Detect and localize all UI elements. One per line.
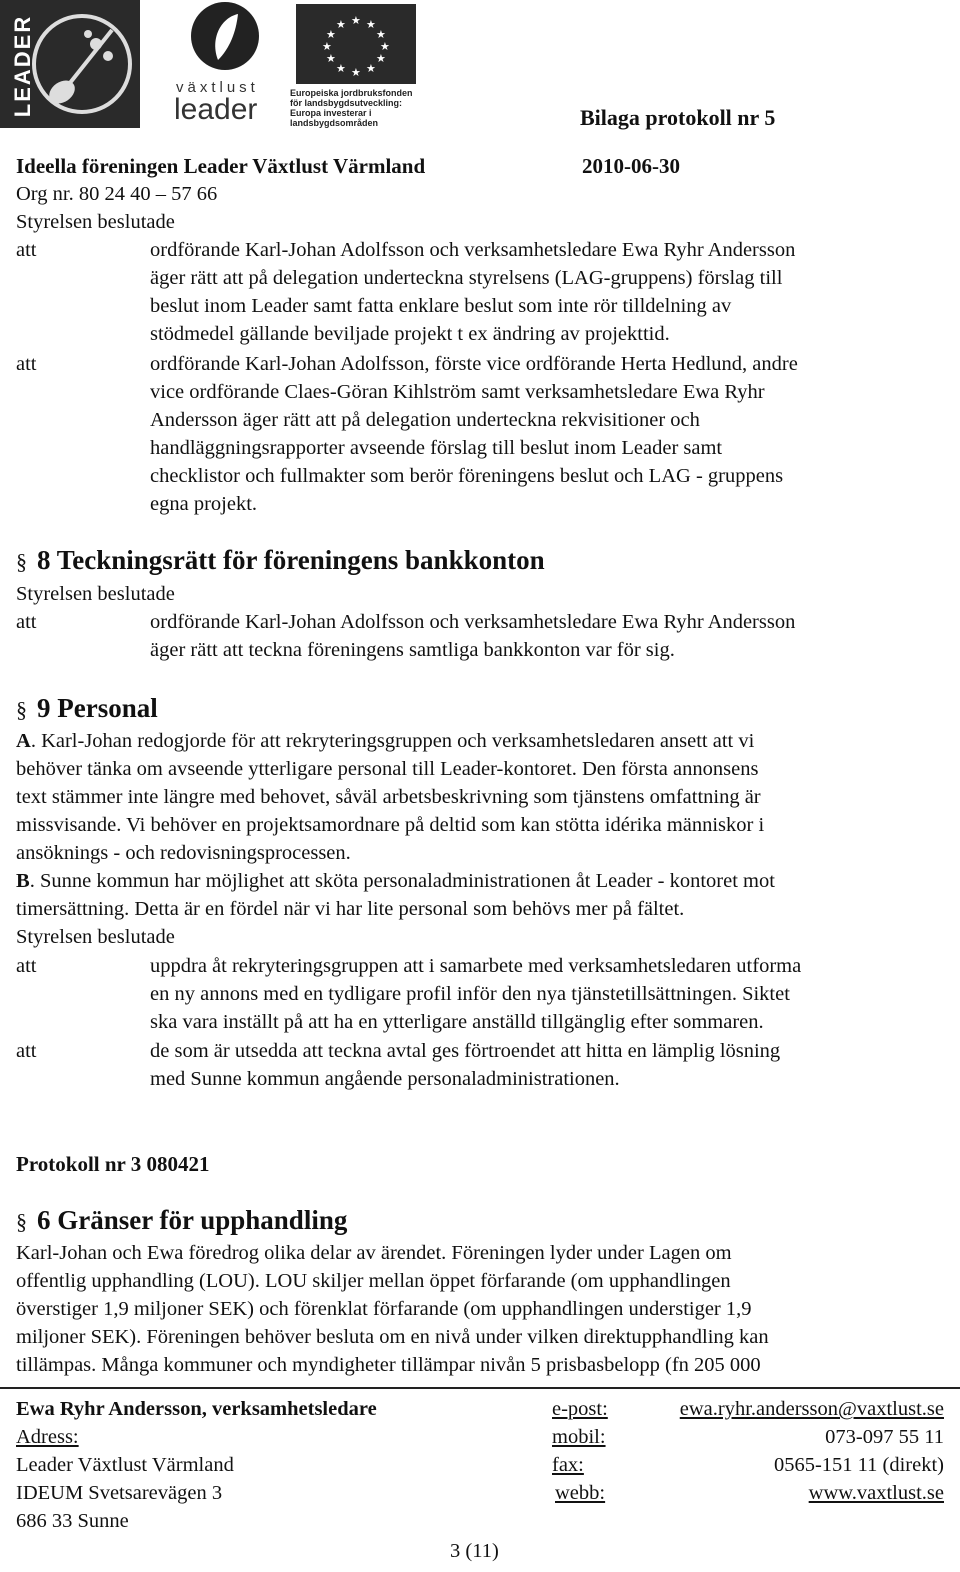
att-label: att xyxy=(16,353,37,375)
text-line: handläggningsrapporter avseende förslag till beslut inom Leader samt xyxy=(150,437,723,459)
footer-fax-label: fax: xyxy=(552,1454,584,1476)
text-line: Karl-Johan och Ewa föredrog olika delar av ärendet. Föreningen lyder under Lagen om xyxy=(16,1242,732,1264)
para-b-label: B xyxy=(16,870,30,892)
leader-vertical-text: LEADER xyxy=(10,14,36,118)
section-6-heading xyxy=(16,1206,347,1236)
text-line: med Sunne kommun angående personaladministrationen. xyxy=(150,1068,620,1090)
text-line: Andersson äger rätt att på delegation underteckna rekvisitioner och xyxy=(150,409,700,431)
text-line: text stämmer inte längre med behovet, såväl arbetsbeskrivning som tjänstens omfattning är xyxy=(16,786,761,808)
text-line: ordförande Karl-Johan Adolfsson och verksamhetsledare Ewa Ryhr Andersson xyxy=(150,239,796,261)
text-line: tillämpas. Många kommuner och myndigheter tillämpar nivån 5 prisbasbelopp (fn 205 000 xyxy=(16,1354,761,1376)
vaxtlust-text: växtlust xyxy=(176,79,259,96)
text-line: stödmedel gällande beviljade projekt t ex ändring av projekttid. xyxy=(150,323,670,345)
leader-text: leader xyxy=(174,93,258,126)
footer-webb-link[interactable]: www.vaxtlust.se xyxy=(808,1482,944,1504)
vaxtlust-leaf-icon xyxy=(170,0,280,80)
att-label: att xyxy=(16,955,37,977)
section-8-heading xyxy=(16,546,545,576)
eu-text: Europeiska jordbruksfonden för landsbygdsutveckling: Europa investerar i landsbygdsområden xyxy=(290,88,413,128)
att-label: att xyxy=(16,239,37,261)
svg-text:★: ★ xyxy=(376,29,386,41)
eu-stars-icon xyxy=(296,4,416,84)
protokoll-title: Protokoll nr 3 080421 xyxy=(16,1152,210,1176)
section-9-heading xyxy=(16,694,158,724)
footer-org: Leader Växtlust Värmland xyxy=(16,1454,234,1476)
text-line: äger rätt att teckna föreningens samtliga bankkonton var för sig. xyxy=(150,639,675,661)
svg-text:★: ★ xyxy=(376,53,386,65)
section-9-title: 9 Personal xyxy=(37,693,158,723)
vaxtlust-logo xyxy=(170,0,280,128)
sec8-intro: Styrelsen beslutade xyxy=(16,583,175,605)
text-line: . Sunne kommun har möjlighet att sköta personaladministrationen åt Leader - kontoret mot xyxy=(29,870,775,892)
svg-text:★: ★ xyxy=(326,29,336,41)
text-line: de som är utsedda att teckna avtal ges förtroendet att hitta en lämplig lösning xyxy=(150,1040,781,1062)
bilaga-title: Bilaga protokoll nr 5 xyxy=(580,105,776,130)
section-8-title: 8 Teckningsrätt för föreningens bankkonton xyxy=(37,545,545,575)
text-line: överstiger 1,9 miljoner SEK) och förenklat förfarande (om upphandlingen understiger 1,9 xyxy=(16,1298,752,1320)
para-a-label: A xyxy=(16,730,31,752)
att-label: att xyxy=(16,611,37,633)
text-line: ordförande Karl-Johan Adolfsson, förste vice ordförande Herta Hedlund, andre xyxy=(150,353,798,375)
text-line: äger rätt att på delegation underteckna styrelsens (LAG-gruppens) förslag till xyxy=(150,267,783,289)
sec6-body xyxy=(16,1239,946,1379)
sec9-intro: Styrelsen beslutade xyxy=(16,926,175,948)
text-line: missvisande. Vi behöver en projektsamordnare på deltid som kan stötta idérika människor i xyxy=(16,814,765,836)
svg-text:★: ★ xyxy=(322,41,332,53)
beslut1-intro: Styrelsen beslutade xyxy=(16,211,175,233)
footer-name: Ewa Ryhr Andersson, verksamhetsledare xyxy=(16,1398,377,1420)
footer-epost-link[interactable]: ewa.ryhr.andersson@vaxtlust.se xyxy=(679,1398,944,1420)
svg-text:★: ★ xyxy=(336,63,346,75)
eu-flag xyxy=(296,4,416,84)
footer-mobil-label: mobil: xyxy=(552,1426,606,1448)
text-line: uppdra åt rekryteringsgruppen att i samarbete med verksamhetsledaren utforma xyxy=(150,955,802,977)
footer-webb-label: webb: xyxy=(555,1482,606,1504)
page-footer xyxy=(0,1387,960,1572)
page-number: 3 (11) xyxy=(450,1540,499,1562)
text-line: offentlig upphandling (LOU). LOU skiljer mellan öppet förfarande (om upphandlingen xyxy=(16,1270,731,1292)
footer-city: 686 33 Sunne xyxy=(16,1510,129,1532)
text-line: miljoner SEK). Föreningen behöver besluta om en nivå under vilken direktupphandling kan xyxy=(16,1326,769,1348)
svg-text:★: ★ xyxy=(351,15,361,27)
footer-street: IDEUM Svetsarevägen 3 xyxy=(16,1482,223,1504)
sec9-para-a xyxy=(16,727,946,951)
text-line: egna projekt. xyxy=(150,493,258,515)
svg-text:★: ★ xyxy=(366,63,376,75)
footer-fax: 0565-151 11 (direkt) xyxy=(773,1454,944,1476)
svg-text:★: ★ xyxy=(336,19,346,31)
text-line: checklistor och fullmakter som berör föreningens beslut och LAG - gruppens xyxy=(150,465,784,487)
footer-epost-label: e-post: xyxy=(552,1398,608,1420)
section-symbol: § xyxy=(16,1209,27,1234)
svg-text:★: ★ xyxy=(366,19,376,31)
leader-emblem-icon xyxy=(0,0,140,128)
text-line: behöver tänka om avseende ytterligare personal till Leader-kontoret. Den första annonsens xyxy=(16,758,759,780)
leader-logo xyxy=(0,0,140,128)
text-line: . Karl-Johan redogjorde för att rekryteringsgruppen och verksamhetsledaren ansett att vi xyxy=(30,730,755,752)
header-date: 2010-06-30 xyxy=(582,154,680,178)
section-symbol: § xyxy=(16,697,27,722)
svg-text:★: ★ xyxy=(351,67,361,79)
text-line: en ny annons med en tydligare profil inför den nya tjänstetillsättningen. Siktet xyxy=(150,983,790,1005)
text-line: beslut inom Leader samt fatta enklare beslut som inte rör tilldelning av xyxy=(150,295,732,317)
text-line: ordförande Karl-Johan Adolfsson och verksamhetsledare Ewa Ryhr Andersson xyxy=(150,611,796,633)
att-label: att xyxy=(16,1040,37,1062)
footer-mobil: 073-097 55 11 xyxy=(825,1426,944,1448)
svg-text:★: ★ xyxy=(326,53,336,65)
org-name: Ideella föreningen Leader Växtlust Värmland xyxy=(16,154,426,178)
footer-adress-label: Adress: xyxy=(16,1426,79,1448)
eu-logo xyxy=(288,0,424,128)
org-nr: Org nr. 80 24 40 – 57 66 xyxy=(16,183,218,205)
svg-text:★: ★ xyxy=(380,41,390,53)
text-line: ansöknings - och redovisningsprocessen. xyxy=(16,842,351,864)
text-line: timersättning. Detta är en fördel när vi har lite personal som behövs mer på fältet. xyxy=(16,898,685,920)
section-6-title: 6 Gränser för upphandling xyxy=(37,1205,348,1235)
text-line: ska vara inställt på att ha en ytterligare anställd tillgänglig efter sommaren. xyxy=(150,1011,764,1033)
section-symbol: § xyxy=(16,549,27,574)
text-line: vice ordförande Claes-Göran Kihlström samt verksamhetsledare Ewa Ryhr xyxy=(150,381,765,403)
